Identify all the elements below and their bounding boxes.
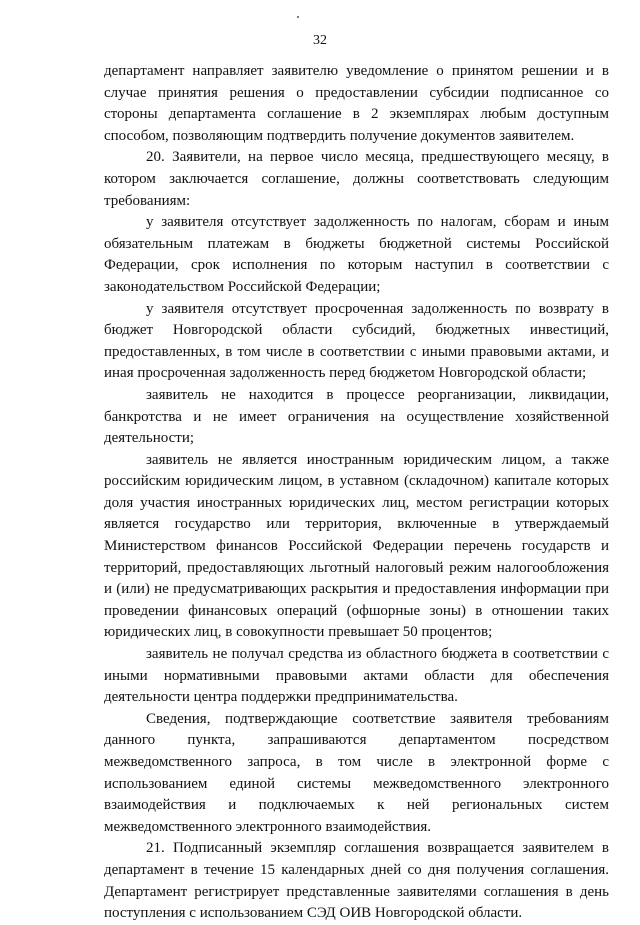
- page-number: 32: [313, 33, 327, 48]
- requirement-no-tax-debt: у заявителя отсутствует задолженность по налогам, сборам и иным обязательным платежам в бюджеты бюджетной системы Российской Федерации, срок исполнения по которым наступил в соответствии с законодательством Российской Федерации;: [104, 214, 609, 295]
- paragraph-continuation: департамент направляет заявителю уведомление о принятом решении и в случае принятия решения о предоставлении субсидии подписанное со стороны департамента соглашение в 2 экземплярах любым доступным способом, позволяющим подтвердить получение документов заявителем.: [104, 63, 609, 144]
- requirement-no-reorganization: заявитель не находится в процессе реорганизации, ликвидации, банкротства и не имеет ограничения на осуществление хозяйственной деятельности;: [104, 386, 609, 447]
- requirement-no-overdue-debt: у заявителя отсутствует просроченная задолженность по возврату в бюджет Новгородской области субсидий, бюджетных инвестиций, предоставленных, в том числе в соответствии с иными правовыми актами, и иная просроченная задолженность перед бюджетом Новгородской области;: [104, 300, 609, 382]
- scan-mark: [297, 16, 299, 18]
- paragraph-interagency-request: Сведения, подтверждающие соответствие заявителя требованиям данного пункта, запрашиваются департаментом посредством межведомственного запроса, в том числе в электронной форме с использованием единой системы межведомственного электронного взаимодействия и подключаемых к ней региональных систем межведомственного электронного взаимодействия.: [104, 710, 609, 835]
- paragraph-item-21: 21. Подписанный экземпляр соглашения возвращается заявителем в департамент в течение 15 календарных дней со дня получения соглашения. Департамент регистрирует представленные заявителями соглашения в день поступления с использованием СЭД ОИВ Новгородской области.: [104, 840, 609, 922]
- document-body: [104, 61, 609, 925]
- paragraph-item-20: 20. Заявители, на первое число месяца, предшествующего месяцу, в котором заключается соглашение, должны соответствовать следующим требованиям:: [104, 149, 609, 209]
- requirement-not-foreign-entity: заявитель не является иностранным юридическим лицом, а также российским юридическим лицом, в уставном (складочном) капитале которых доля участия иностранных юридических лиц, местом регистрации которых является государство или территория, включенные в утверждаемый Министерством финансов Российской Федерации перечень государств и территорий, предоставляющих льготный налоговый режим налогообложения и (или) не предусматривающих раскрытия и предоставления информации при проведении финансовых операций (офшорные зоны) в отношении таких юридических лиц, в совокупности превышает 50 процентов;: [104, 451, 609, 641]
- requirement-no-other-funds: заявитель не получал средства из областного бюджета в соответствии с иными нормативными правовыми актами области для обеспечения деятельности центра поддержки предпринимательства.: [104, 646, 609, 706]
